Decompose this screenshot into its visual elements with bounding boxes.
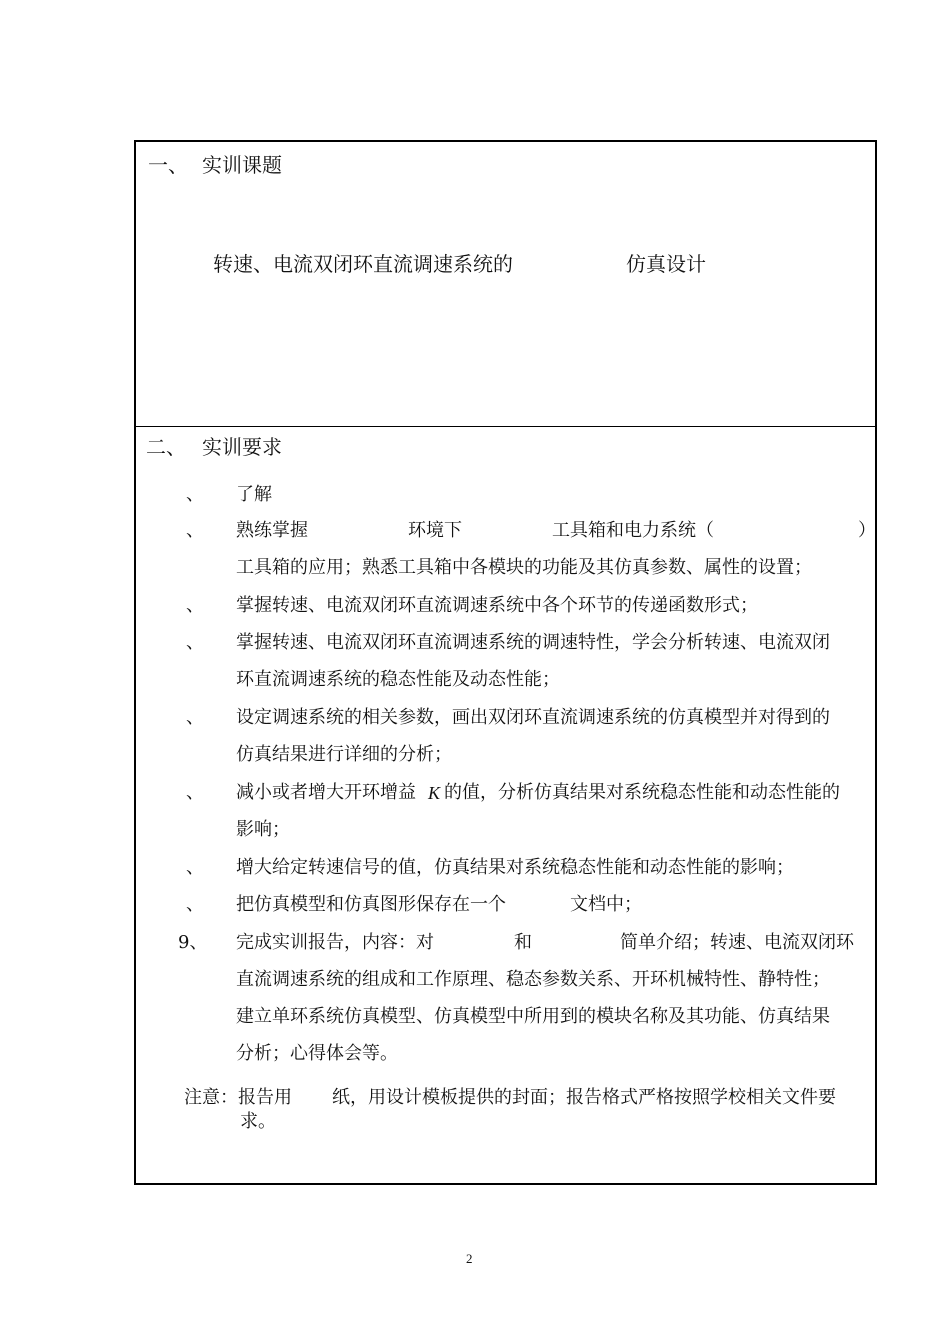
item-text: 增大给定转速信号的值，仿真结果对系统稳态性能和动态性能的影响； bbox=[236, 857, 794, 878]
item-text: ） bbox=[858, 520, 876, 541]
report-frame bbox=[134, 140, 877, 1185]
item-text: 熟练掌握 bbox=[236, 520, 308, 541]
item-text: 影响； bbox=[236, 819, 290, 840]
page-number: 2 bbox=[466, 1251, 473, 1266]
item-text: 建立单环系统仿真模型、仿真模型中所用到的模块名称及其功能、仿真结果 bbox=[236, 1006, 830, 1027]
item-text: 的值，分析仿真结果对系统稳态性能和动态性能的 bbox=[444, 782, 840, 803]
item-text: 文档中； bbox=[570, 894, 642, 915]
section2-number: 二、 bbox=[146, 435, 186, 459]
item-number: 、 bbox=[186, 632, 204, 653]
item-number: 、 bbox=[186, 707, 204, 728]
section-topic bbox=[136, 142, 875, 427]
item-text: 工具箱和电力系统（ bbox=[552, 520, 714, 541]
section1-number: 一、 bbox=[148, 153, 188, 177]
topic-title-part1: 转速、电流双闭环直流调速系统的 bbox=[213, 252, 513, 276]
item-text: 工具箱的应用；熟悉工具箱中各模块的功能及其仿真参数、属性的设置； bbox=[236, 557, 812, 578]
item-text: 和 bbox=[514, 932, 532, 953]
topic-title-part2: 仿真设计 bbox=[626, 252, 706, 276]
item-number: 、 bbox=[186, 595, 204, 616]
item-number: 、 bbox=[186, 520, 204, 541]
section1-heading: 实训课题 bbox=[202, 153, 282, 177]
note-label: 注意：报告用 bbox=[184, 1087, 292, 1108]
section-requirements bbox=[136, 427, 875, 1183]
item-text: 完成实训报告，内容：对 bbox=[236, 932, 434, 953]
item-text: 设定调速系统的相关参数，画出双闭环直流调速系统的仿真模型并对得到的 bbox=[236, 707, 830, 728]
item-text: 环境下 bbox=[408, 520, 462, 541]
item-text: 把仿真模型和仿真图形保存在一个 bbox=[236, 894, 506, 915]
item-number: 、 bbox=[186, 782, 204, 803]
item-text: 减小或者增大开环增益 bbox=[236, 782, 416, 803]
item-number: 、 bbox=[186, 857, 204, 878]
item-text: 直流调速系统的组成和工作原理、稳态参数关系、开环机械特性、静特性； bbox=[236, 969, 830, 990]
note-text: 纸，用设计模板提供的封面；报告格式严格按照学校相关文件要 bbox=[332, 1087, 836, 1108]
item-text: 简单介绍；转速、电流双闭环 bbox=[620, 932, 854, 953]
item-text: 分析；心得体会等。 bbox=[236, 1043, 398, 1064]
section2-heading: 实训要求 bbox=[202, 435, 282, 459]
item-text: 环直流调速系统的稳态性能及动态性能； bbox=[236, 669, 560, 690]
item-number: 9、 bbox=[178, 932, 208, 953]
item-text: 仿真结果进行详细的分析； bbox=[236, 744, 452, 765]
item-text: 掌握转速、电流双闭环直流调速系统中各个环节的传递函数形式； bbox=[236, 595, 758, 616]
item-text: 掌握转速、电流双闭环直流调速系统的调速特性，学会分析转速、电流双闭 bbox=[236, 632, 830, 653]
gain-symbol: K bbox=[428, 783, 441, 803]
note-text: 求。 bbox=[240, 1111, 276, 1132]
item-number: 、 bbox=[186, 894, 204, 915]
item-number: 、 bbox=[186, 484, 204, 505]
item-text: 了解 bbox=[236, 484, 272, 505]
